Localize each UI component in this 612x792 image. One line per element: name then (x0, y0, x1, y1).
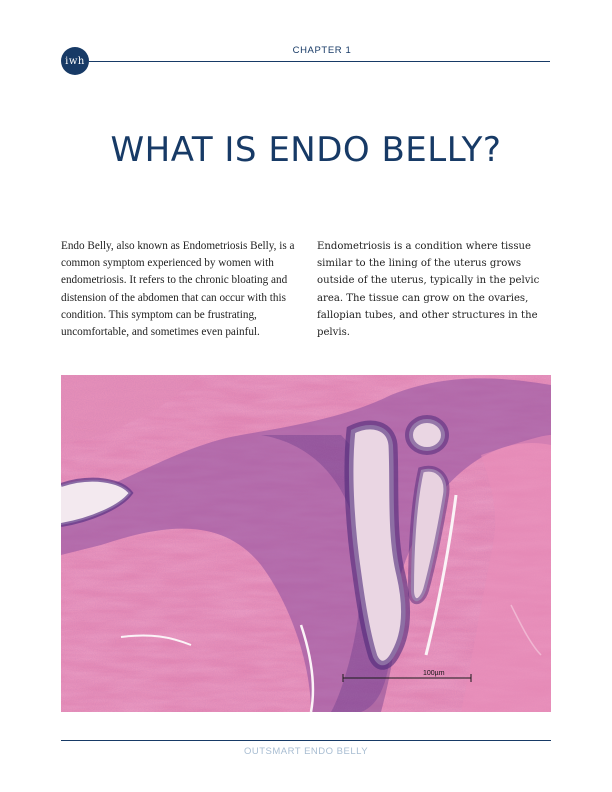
scale-bar-label: 100µm (423, 670, 445, 677)
histology-micrograph (61, 375, 551, 712)
intro-paragraph-left: Endo Belly, also known as Endometriosis Belly, is a common symptom experienced by women with endometriosis. It refers to the chronic bloating and distension of the abdomen that can occur with this condition. This symptom can be frustrating, uncomfortable, and sometimes even painful. (61, 240, 295, 339)
footer-book-title: OUTSMART ENDO BELLY (243, 746, 369, 757)
intro-paragraph-right: Endometriosis is a condition where tissue similar to the lining of the uterus grows outside of the uterus, typically in the pelvic area. The tissue can grow on the ovaries, fallopian tubes, and other structures in the pelvis. (317, 241, 540, 339)
page-title: WHAT IS ENDO BELLY? (110, 130, 502, 170)
chapter-label: CHAPTER 1 (292, 45, 352, 56)
header-divider (89, 61, 550, 62)
footer-divider (61, 740, 551, 741)
logo-text: iwh (65, 55, 85, 67)
